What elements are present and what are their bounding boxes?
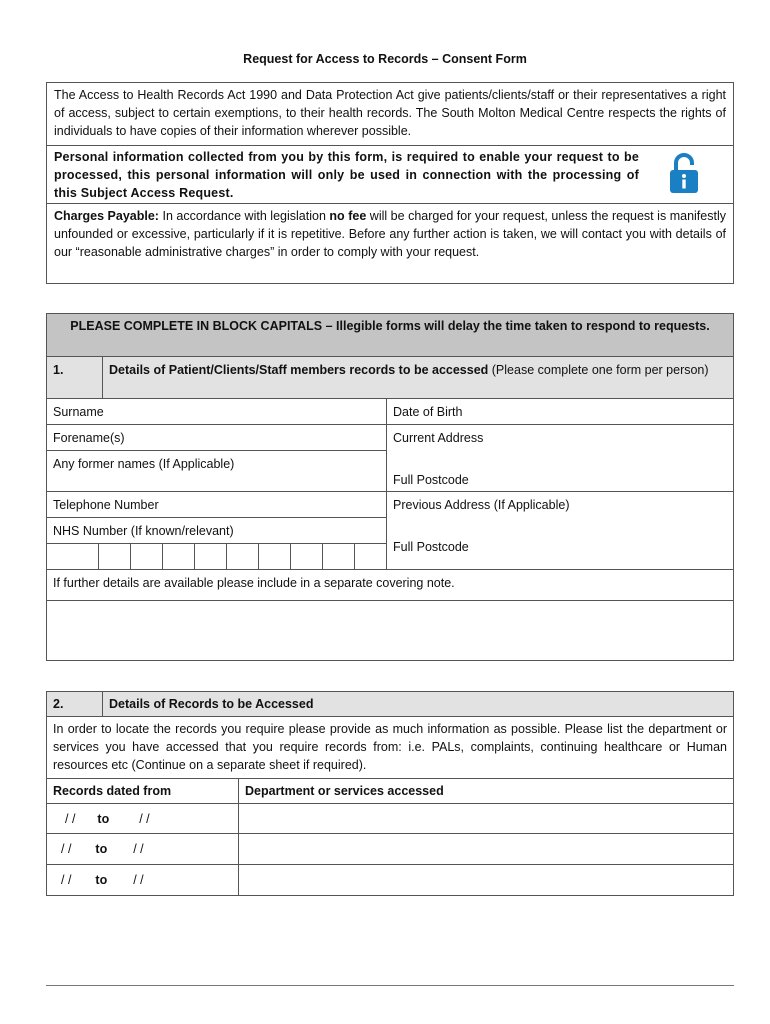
intro-box [46, 82, 734, 284]
intro-paragraph: The Access to Health Records Act 1990 and Data Protection Act give patients/clients/staff or their representatives a right of access, subject to certain exemptions, to their health records. The South Molton Medical Centre respects the rights of individuals to have copies of their information wherever possible. [54, 88, 726, 138]
nhs-number-box[interactable] [258, 543, 291, 570]
personal-info-notice: Personal information collected from you by this form, is required to enable your request to be processed, this personal information will only be used in connection with the processing of this Subject Access Request. [54, 150, 639, 200]
nhs-number-box[interactable] [226, 543, 259, 570]
date-from: / / [61, 842, 72, 856]
nhs-number-box[interactable] [130, 543, 163, 570]
date-from: / / [61, 873, 72, 887]
section-2-number: 2. [46, 691, 103, 717]
current-address-field[interactable] [386, 424, 734, 492]
charges-paragraph [54, 207, 726, 261]
date-range-field[interactable] [46, 833, 239, 865]
to-label: to [95, 842, 108, 856]
full-postcode-label: Full Postcode [393, 473, 469, 487]
nhs-number-label: NHS Number (If known/relevant) [46, 517, 387, 544]
no-fee-text: no fee [329, 209, 367, 223]
previous-address-field[interactable] [386, 491, 734, 570]
date-to: / / [133, 873, 144, 887]
former-names-field[interactable]: Any former names (If Applicable) [46, 450, 387, 492]
previous-address-label: Previous Address (If Applicable) [393, 498, 570, 512]
telephone-field[interactable]: Telephone Number [46, 491, 387, 518]
lock-info-icon [667, 151, 701, 195]
section-1-number: 1. [46, 356, 103, 399]
section-1-heading-note: (Please complete one form per person) [488, 363, 709, 377]
department-field[interactable] [238, 833, 734, 865]
section-1-heading-bold: Details of Patient/Clients/Staff members records to be accessed [109, 363, 489, 377]
nhs-number-box[interactable] [290, 543, 323, 570]
section-2-instructions: In order to locate the records you require please provide as much information as possible. Please list the department or services you have accessed that you require records from: i.e. PALs, complaints, continuing healthcare or Human resources etc (Continue on a separate sheet if required). [46, 716, 734, 779]
date-from: / / [65, 812, 76, 826]
charges-text: will be charged for your request, unless the request is manifestly unfounded or excessive, particularly if it is repetitive. Before any further action is taken, we will contact you with details of our “reasonable administrative charges” in order to comply with your request. [54, 209, 726, 259]
full-postcode-label: Full Postcode [393, 540, 469, 554]
section-1-heading [102, 356, 734, 399]
date-to: / / [139, 812, 150, 826]
surname-field[interactable]: Surname [46, 398, 387, 425]
block-capitals-banner: PLEASE COMPLETE IN BLOCK CAPITALS – Illegible forms will delay the time taken to respond to requests. [46, 313, 734, 357]
further-details-note: If further details are available please include in a separate covering note. [46, 569, 734, 601]
nhs-number-box[interactable] [98, 543, 131, 570]
nhs-number-box[interactable] [322, 543, 355, 570]
date-to: / / [133, 842, 144, 856]
footer-rule [46, 985, 734, 986]
forename-field[interactable]: Forename(s) [46, 424, 387, 451]
charges-text: In accordance with legislation [158, 209, 330, 223]
nhs-number-box[interactable] [194, 543, 227, 570]
to-label: to [95, 873, 108, 887]
form-title: Request for Access to Records – Consent Form [243, 52, 527, 66]
section-2-heading: Details of Records to be Accessed [102, 691, 734, 717]
department-header: Department or services accessed [238, 778, 734, 804]
nhs-number-box[interactable] [354, 543, 387, 570]
divider [47, 145, 733, 146]
nhs-number-box[interactable] [46, 543, 99, 570]
to-label: to [97, 812, 110, 826]
further-details-field[interactable] [46, 600, 734, 661]
current-address-label: Current Address [393, 431, 484, 445]
department-field[interactable] [238, 803, 734, 834]
records-dated-header: Records dated from [46, 778, 239, 804]
date-range-field[interactable] [46, 864, 239, 896]
department-field[interactable] [238, 864, 734, 896]
date-range-field[interactable] [46, 803, 239, 834]
dob-field[interactable]: Date of Birth [386, 398, 734, 425]
divider [47, 203, 733, 204]
nhs-number-box[interactable] [162, 543, 195, 570]
charges-label: Charges Payable: [54, 209, 159, 223]
